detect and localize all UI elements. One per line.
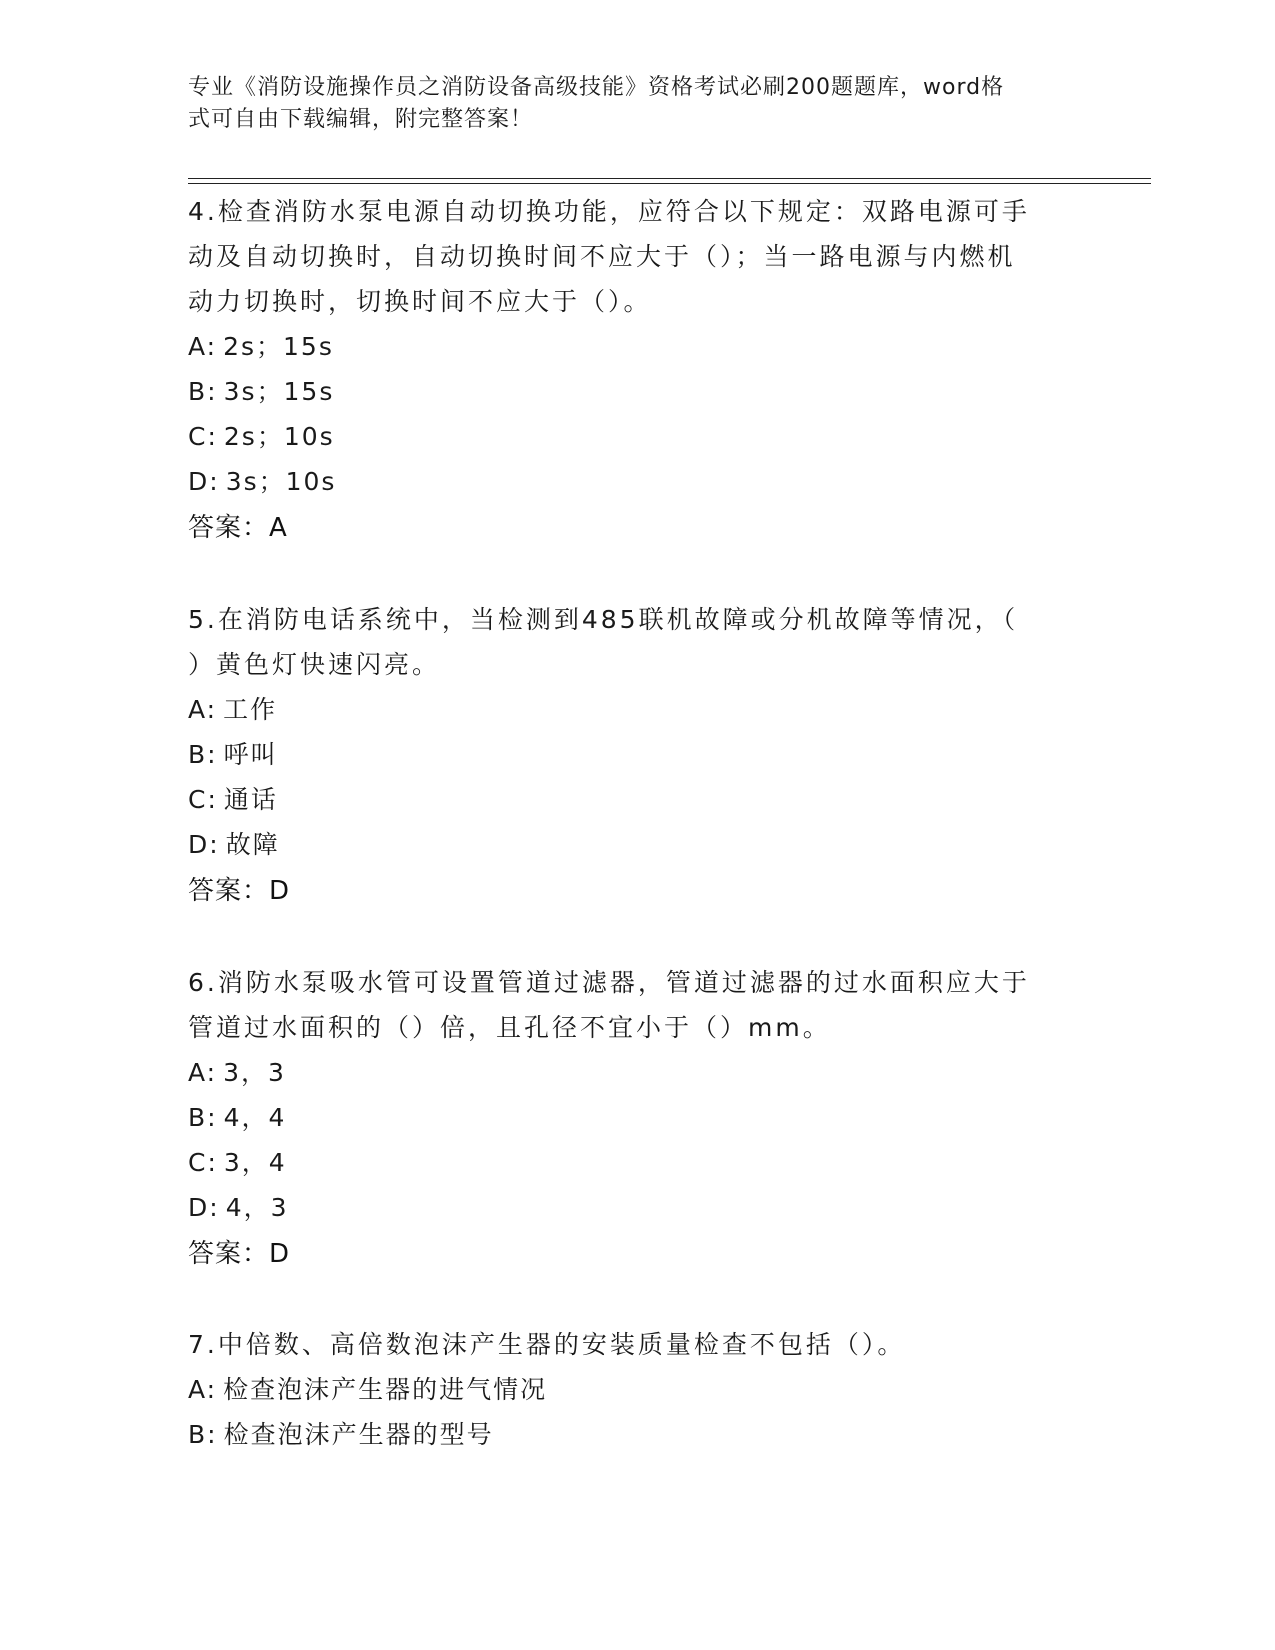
option-b: B: 4，4 — [188, 1103, 287, 1132]
question-stem — [188, 1322, 1068, 1367]
option-list — [188, 687, 1068, 867]
option-d: D: 故障 — [188, 830, 280, 859]
question-5 — [188, 597, 1068, 914]
answer-value: D — [269, 876, 291, 906]
answer-line: 答案：A — [188, 512, 288, 543]
option-c: C: 3，4 — [188, 1148, 287, 1177]
question-6 — [188, 960, 1068, 1277]
option-a: A: 3，3 — [188, 1058, 286, 1087]
option-a: A: 2s；15s — [188, 332, 334, 361]
header-divider-bottom — [188, 183, 1151, 184]
option-c: C: 2s；10s — [188, 422, 335, 451]
question-7 — [188, 1322, 1068, 1457]
option-list — [188, 1367, 1068, 1457]
option-c: C: 通话 — [188, 785, 278, 814]
stem-line: ）黄色灯快速闪亮。 — [188, 650, 441, 679]
stem-line: 动力切换时，切换时间不应大于（）。 — [188, 287, 652, 316]
option-b: B: 3s；15s — [188, 377, 335, 406]
answer-line: 答案：D — [188, 875, 291, 906]
answer-value: A — [269, 513, 288, 543]
header-divider-top — [188, 178, 1151, 179]
stem-line: 4.检查消防水泵电源自动切换功能，应符合以下规定：双路电源可手 — [188, 197, 1030, 226]
option-list — [188, 324, 1068, 504]
stem-line: 动及自动切换时，自动切换时间不应大于（）；当一路电源与内燃机 — [188, 242, 1016, 271]
question-stem — [188, 960, 1068, 1050]
stem-line: 6.消防水泵吸水管可设置管道过滤器，管道过滤器的过水面积应大于 — [188, 968, 1030, 997]
option-b: B: 检查泡沫产生器的型号 — [188, 1420, 494, 1449]
option-b: B: 呼叫 — [188, 740, 278, 769]
option-d: D: 4，3 — [188, 1193, 289, 1222]
header-line-2: 式可自由下载编辑，附完整答案！ — [188, 107, 534, 132]
document-header — [188, 72, 1068, 136]
option-list — [188, 1050, 1068, 1230]
answer-value: D — [269, 1239, 291, 1269]
stem-line: 7.中倍数、高倍数泡沫产生器的安装质量检查不包括（）。 — [188, 1330, 906, 1359]
stem-line: 5.在消防电话系统中，当检测到485联机故障或分机故障等情况，（ — [188, 605, 1019, 634]
question-stem — [188, 597, 1068, 687]
header-line-1: 专业《消防设施操作员之消防设备高级技能》资格考试必刷200题题库，word格 — [188, 75, 1005, 100]
question-stem — [188, 189, 1068, 324]
option-a: A: 检查泡沫产生器的进气情况 — [188, 1375, 548, 1404]
stem-line: 管道过水面积的（）倍，且孔径不宜小于（）mm。 — [188, 1013, 831, 1042]
question-4 — [188, 189, 1068, 551]
option-d: D: 3s；10s — [188, 467, 337, 496]
option-a: A: 工作 — [188, 695, 278, 724]
answer-line: 答案：D — [188, 1238, 291, 1269]
